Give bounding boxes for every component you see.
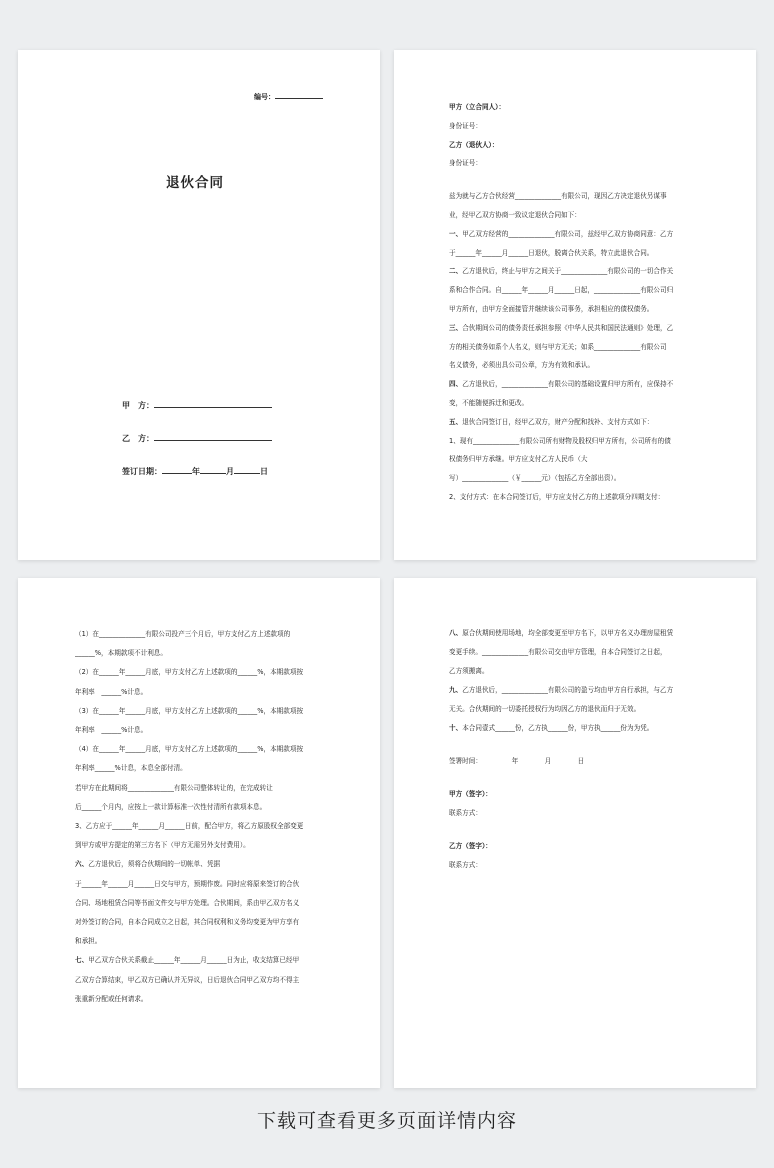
text-line: 1、现有______________有限公司所有财物及股权归甲方所有，公司所有的债 bbox=[449, 436, 671, 445]
clause-number: 九、 bbox=[449, 686, 463, 694]
clause-number: 八、 bbox=[449, 629, 463, 637]
page-4-body bbox=[449, 624, 726, 875]
day-blank bbox=[234, 472, 260, 474]
party-b-blank bbox=[154, 439, 272, 441]
clause-text: 乙方退伙后，终止与甲方之间关于______________有限公司的一切合作关 bbox=[462, 267, 674, 276]
text-line: 乙方须搬离。 bbox=[449, 667, 489, 675]
footer-caption: 下载可查看更多页面详情内容 bbox=[256, 1110, 517, 1132]
text-line: 年利率______%计息，本息全部付清。 bbox=[75, 764, 187, 773]
text-line: 联系方式： bbox=[449, 861, 482, 869]
text-line: （3）在______年______月底，甲方支付乙方上述款项的______%，本期款项按 bbox=[75, 706, 304, 715]
clause-number: 七、 bbox=[75, 956, 89, 965]
clause-text: 退伙合同签订日，经甲乙双方，财产分配和找补、支付方式如下： bbox=[462, 417, 654, 426]
text-line: （4）在______年______月底，甲方支付乙方上述款项的______%，本期款项按 bbox=[75, 745, 304, 754]
party-a-blank bbox=[154, 406, 272, 408]
party-a-line bbox=[122, 400, 272, 411]
text-line: 和承担。 bbox=[75, 937, 102, 946]
page-3-body bbox=[75, 625, 350, 1009]
year-blank bbox=[162, 472, 192, 474]
text-line bbox=[449, 719, 726, 738]
clause-text: 合伙期间公司的债务责任承担参照《中华人民共和国民法通则》处理，乙 bbox=[462, 323, 674, 332]
clause-text: 乙方退伙后，______________有限公司的盈亏均由甲方自行承担，与乙方 bbox=[462, 686, 674, 694]
text-line: 无关。合伙期间的一切委托授权行为均因乙方的退伙而归于无效。 bbox=[449, 705, 641, 713]
text-line: 若甲方在此期间将______________有限公司整体转让的，在完成转让 bbox=[75, 783, 273, 792]
page-3 bbox=[18, 578, 380, 1088]
clause-text: 乙方退伙后，须将合伙期间的一切帐单、凭据 bbox=[88, 860, 221, 869]
day-label: 日 bbox=[260, 467, 268, 476]
text-line: 张重新分配或任何请求。 bbox=[75, 994, 148, 1003]
text-line: 年利率 ______%计息。 bbox=[75, 687, 148, 696]
text-line: 甲方所有，由甲方全面接管并继续该公司事务，承担相应的债权债务。 bbox=[449, 304, 654, 313]
page-2 bbox=[394, 50, 756, 560]
year-label: 年 bbox=[192, 467, 200, 476]
text-line: 签署时间： 年 月 日 bbox=[449, 757, 585, 765]
text-line: 乙方（退伙人）： bbox=[449, 140, 499, 149]
clause-number: 一、 bbox=[449, 229, 463, 238]
text-line bbox=[449, 624, 726, 643]
text-line bbox=[449, 262, 726, 281]
contract-number-label: 编号： bbox=[254, 93, 275, 101]
sign-date-line bbox=[122, 466, 268, 477]
document-title: 退伙合同 bbox=[166, 175, 224, 191]
text-line: （1）在______________有限公司投产三个月后，甲方支付乙方上述款项的 bbox=[75, 630, 291, 638]
text-line: 乙方（签字）： bbox=[449, 842, 492, 850]
clause-text: 本合同壹式______份，乙方执______份，甲方执______份为为凭。 bbox=[462, 724, 654, 732]
clause-number: 四、 bbox=[449, 380, 463, 389]
party-b-label: 乙 方： bbox=[122, 434, 154, 443]
text-line: 甲方（签字）： bbox=[449, 790, 492, 798]
text-line bbox=[75, 855, 350, 874]
clause-text: 甲乙双方合伙关系截止______年______月______日为止，收支结算已经甲 bbox=[88, 956, 300, 965]
text-line: 身份证号： bbox=[449, 121, 482, 130]
clause-number: 十、 bbox=[449, 724, 463, 732]
page-2-body bbox=[449, 98, 726, 507]
text-line: （2）在______年______月底，甲方支付乙方上述款项的______%，本期款项按 bbox=[75, 668, 304, 677]
text-line bbox=[449, 375, 726, 394]
text-line: 权债务归甲方承继。甲方应支付乙方人民币（大 bbox=[449, 455, 588, 464]
text-line: 到甲方或甲方提定的第三方名下（甲方无需另外支付费用）。 bbox=[75, 841, 250, 850]
text-line bbox=[449, 225, 726, 244]
party-b-line bbox=[122, 433, 272, 444]
contract-number bbox=[254, 92, 323, 102]
text-line: 年利率 ______%计息。 bbox=[75, 726, 148, 735]
text-line: 变更手续。______________有限公司交由甲方管理，自本合同签订之日起， bbox=[449, 648, 667, 656]
text-line: ______%，本期款项不计利息。 bbox=[75, 649, 167, 658]
text-line: 变，不能随便拆迁和更改。 bbox=[449, 398, 529, 407]
text-line: 后______个月内，应按上一款计算标准一次性付清所有款项本息。 bbox=[75, 802, 267, 811]
text-line: 业，经甲乙双方协商一致议定退伙合同如下： bbox=[449, 210, 581, 219]
clause-number: 二、 bbox=[449, 267, 463, 276]
text-line: 名义债务，必须出具公司公章，方为有效和承认。 bbox=[449, 361, 595, 370]
contract-number-blank bbox=[275, 97, 323, 99]
spacer bbox=[449, 173, 726, 187]
clause-number: 六、 bbox=[75, 860, 89, 869]
text-line bbox=[449, 413, 726, 432]
clause-text: 甲乙双方经营的______________有限公司，兹经甲乙双方协商同意：乙方 bbox=[462, 229, 674, 238]
month-label: 月 bbox=[226, 467, 234, 476]
text-line: 2、支付方式：在本合同签订后，甲方应支付乙方的上述款项分四期支付： bbox=[449, 492, 665, 501]
spacer bbox=[449, 771, 726, 785]
party-a-label: 甲 方： bbox=[122, 401, 154, 410]
text-line: 兹为就与乙方合伙经营______________有限公司，现因乙方决定退伙另谋事 bbox=[449, 192, 667, 201]
spacer bbox=[449, 823, 726, 837]
text-line: 方的相关债务如系个人名义，则与甲方无关；如系______________有限公司 bbox=[449, 342, 667, 351]
text-line: 于______年______月______日退伙，脱离合伙关系，特立此退伙合同。 bbox=[449, 248, 654, 257]
page-cover bbox=[18, 50, 380, 560]
month-blank bbox=[200, 472, 226, 474]
text-line bbox=[449, 319, 726, 338]
clause-text: 原合伙期间使用场地，均全部变更至甲方名下，以甲方名义办理房屋租赁 bbox=[462, 629, 674, 637]
text-line: 对外签订的合同，自本合同成立之日起，其合同权利和义务均变更为甲方享有 bbox=[75, 918, 300, 927]
text-line: 乙双方合算结束，甲乙双方已确认并无异议，日后退伙合同甲乙双方均不得主 bbox=[75, 975, 300, 984]
text-line: 合同、场地租赁合同等书面文件交与甲方处理。合伙期间，系由甲乙双方名义 bbox=[75, 898, 300, 907]
text-line: 写）______________（￥______元）（包括乙方全部出资）。 bbox=[449, 474, 621, 483]
text-line: 系和合作合同。自______年______月______日起，______________有限公司归 bbox=[449, 286, 674, 295]
text-line bbox=[75, 951, 350, 970]
sign-date-label: 签订日期： bbox=[122, 467, 162, 476]
clause-number: 三、 bbox=[449, 323, 463, 332]
text-line: 联系方式： bbox=[449, 809, 482, 817]
text-line: 于______年______月______日交与甲方，预期作废。同时应将原来签订的合伙 bbox=[75, 879, 300, 888]
clause-number: 五、 bbox=[449, 417, 463, 426]
text-line: 身份证号： bbox=[449, 159, 482, 168]
clause-text: 乙方退伙后，______________有限公司的基础设置归甲方所有，应保持不 bbox=[462, 380, 674, 389]
text-line: 甲方（立合同人）： bbox=[449, 103, 506, 111]
page-4 bbox=[394, 578, 756, 1088]
text-line bbox=[449, 681, 726, 700]
text-line: 3、乙方应于______年______月______日前，配合甲方，将乙方原股权全部变更 bbox=[75, 822, 304, 831]
spacer bbox=[449, 738, 726, 752]
